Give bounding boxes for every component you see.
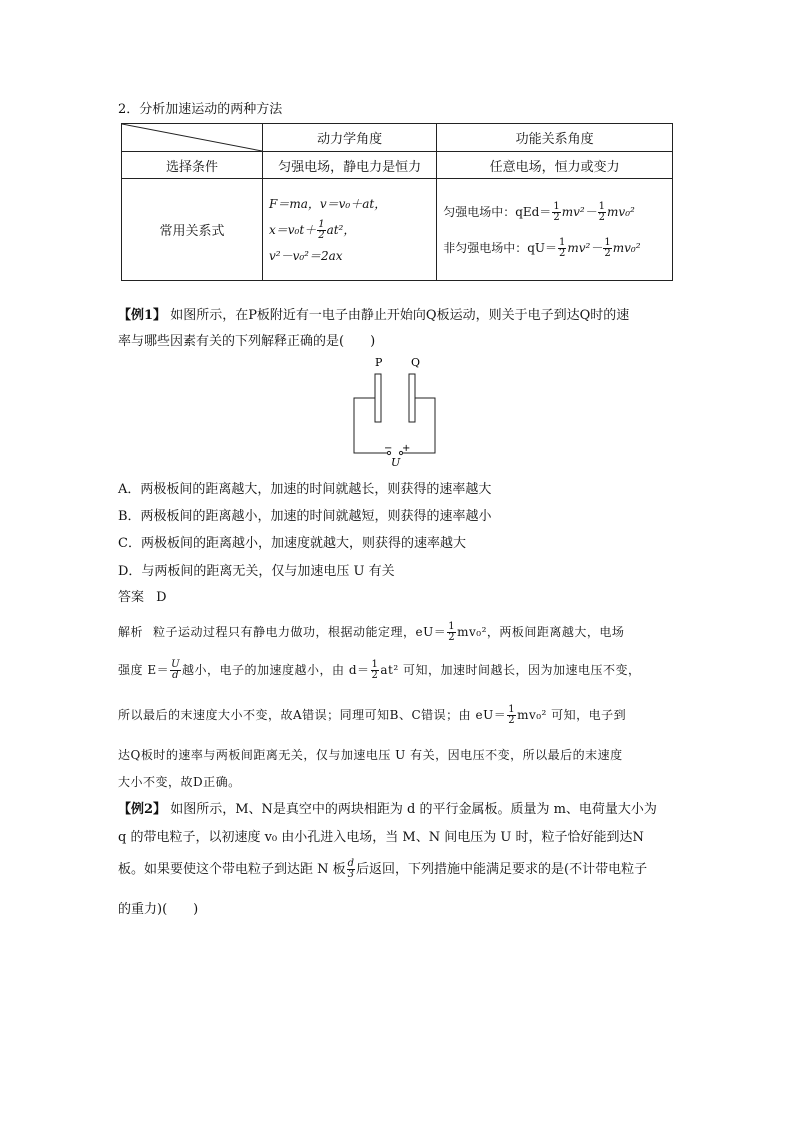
col-header-energy: 功能关系角度 <box>437 124 673 152</box>
section-heading: 2．分析加速运动的两种方法 <box>118 102 283 117</box>
table-row <box>122 179 673 281</box>
formula-uniform-end: mv₀² <box>607 204 635 219</box>
field-fraction: $\frac{U}{d}$ <box>171 659 181 681</box>
formula-uniform-mid: mv²－ <box>561 204 597 219</box>
capacitor-circuit-figure <box>340 352 450 470</box>
half-fraction: $\frac{1}{2}$ <box>448 621 456 643</box>
table-row <box>122 152 673 179</box>
condition-dynamics: 匀强电场，静电力是恒力 <box>263 152 437 179</box>
option-d: D．与两板间的距离无关，仅与加速电压 U 有关 <box>118 564 395 579</box>
half-fraction: $\frac{1}{2}$ <box>553 200 560 223</box>
analysis-l3a: 所以最后的末速度大小不变，故A错误；同理可知B、C错误；由 eU＝ <box>118 708 507 722</box>
half-fraction: $\frac{1}{2}$ <box>598 200 606 223</box>
formula-nonuniform-prefix: 非匀强电场中：qU＝ <box>443 240 557 255</box>
formula-uniform-prefix: 匀强电场中：qEd＝ <box>443 204 552 219</box>
analysis-label: 解析 <box>118 625 144 639</box>
analysis-line5: 大小不变，故D正确。 <box>118 775 241 789</box>
formula-velocity-squared: v²－v₀²＝2ax <box>269 248 343 263</box>
example2-line3b: 后返回，下列措施中能满足要求的是(不计带电粒子 <box>356 862 648 877</box>
label-plus: + <box>402 443 411 454</box>
label-u: U <box>391 456 401 469</box>
example2-line2: q 的带电粒子，以初速度 v₀ 由小孔进入电场，当 M、N 间电压为 U 时，粒子恰好能到达N <box>118 830 644 845</box>
analysis-line2 <box>118 660 641 681</box>
example2-tag: 【例2】 <box>118 802 167 817</box>
analysis-l2b: 越小，电子的加速度越小，由 d＝ <box>182 663 370 677</box>
analysis-line4: 达Q板时的速率与两板间距离无关，仅与加速电压 U 有关，因电压不变，所以最后的末速度 <box>118 748 623 762</box>
example2-line3 <box>118 858 647 880</box>
formula-newton: F＝ma，v＝v₀＋at， <box>269 196 387 211</box>
table-corner-cell <box>122 124 263 152</box>
row-label-formulas: 常用关系式 <box>122 179 263 281</box>
formula-displacement-b: at²， <box>326 222 356 237</box>
table-header-row <box>122 124 673 152</box>
formula-displacement <box>269 219 436 241</box>
formula-nonuniform-field <box>443 237 672 259</box>
example2-line3a: 板。如果要使这个带电粒子到达距 N 板 <box>118 862 346 877</box>
example2-line1 <box>118 798 657 817</box>
energy-formulas <box>437 179 673 281</box>
formula-nonuniform-end: mv₀² <box>612 240 641 255</box>
formula-displacement-a: x＝v₀t＋ <box>269 222 317 237</box>
col-header-dynamics: 动力学角度 <box>263 124 437 152</box>
distance-fraction: $\frac{d}{3}$ <box>347 858 355 880</box>
answer-value: D <box>156 590 167 605</box>
half-fraction: $\frac{1}{2}$ <box>508 704 516 726</box>
option-b: B．两极板间的距离越小，加速的时间就越短，则获得的速率越小 <box>118 509 492 524</box>
analysis-l1a: 粒子运动过程只有静电力做功，根据动能定理，eU＝ <box>153 625 447 639</box>
example2-line4: 的重力)( ) <box>118 902 199 917</box>
analysis-l2a: 强度 E＝ <box>118 663 170 677</box>
analysis-l2c: at² 可知，加速时间越长，因为加速电压不变， <box>380 663 641 677</box>
formula-uniform-field <box>443 201 672 223</box>
option-a: A．两极板间的距离越大，加速的时间就越长，则获得的速率越大 <box>118 482 492 497</box>
half-fraction: $\frac{1}{2}$ <box>371 659 379 681</box>
analysis-line3 <box>118 705 626 726</box>
methods-table <box>121 123 673 281</box>
plate-p <box>375 374 381 422</box>
half-fraction: $\frac{1}{2}$ <box>604 236 611 259</box>
example1-question-text1: 如图所示，在P板附近有一电子由静止开始向Q板运动，则关于电子到达Q时的速 <box>170 308 630 323</box>
label-p: P <box>375 356 383 369</box>
option-c: C．两极板间的距离越小，加速度就越大，则获得的速率越大 <box>118 536 466 551</box>
example1-question-line2: 率与哪些因素有关的下列解释正确的是( ) <box>118 334 376 349</box>
half-fraction: $\frac{1}{2}$ <box>318 218 325 241</box>
example2-line1-text: 如图所示，M、N是真空中的两块相距为 d 的平行金属板。质量为 m、电荷量大小为 <box>170 802 657 817</box>
example1-question-line1 <box>118 304 629 323</box>
analysis-line1 <box>118 622 624 643</box>
dynamics-formulas <box>263 179 437 281</box>
label-minus: − <box>384 443 393 454</box>
answer-label: 答案 <box>118 590 145 605</box>
wire-left <box>354 398 388 453</box>
diagonal-line <box>122 124 262 151</box>
answer-line <box>118 586 167 605</box>
half-fraction: $\frac{1}{2}$ <box>558 236 566 259</box>
analysis-l1b: mv₀²，两板间距离越大，电场 <box>457 625 625 639</box>
label-q: Q <box>411 356 421 369</box>
condition-energy: 任意电场，恒力或变力 <box>437 152 673 179</box>
row-label-condition: 选择条件 <box>122 152 263 179</box>
plate-q <box>409 374 415 422</box>
example1-tag: 【例1】 <box>118 308 167 323</box>
formula-nonuniform-mid: mv²－ <box>567 240 603 255</box>
analysis-l3b: mv₀² 可知，电子到 <box>517 708 627 722</box>
